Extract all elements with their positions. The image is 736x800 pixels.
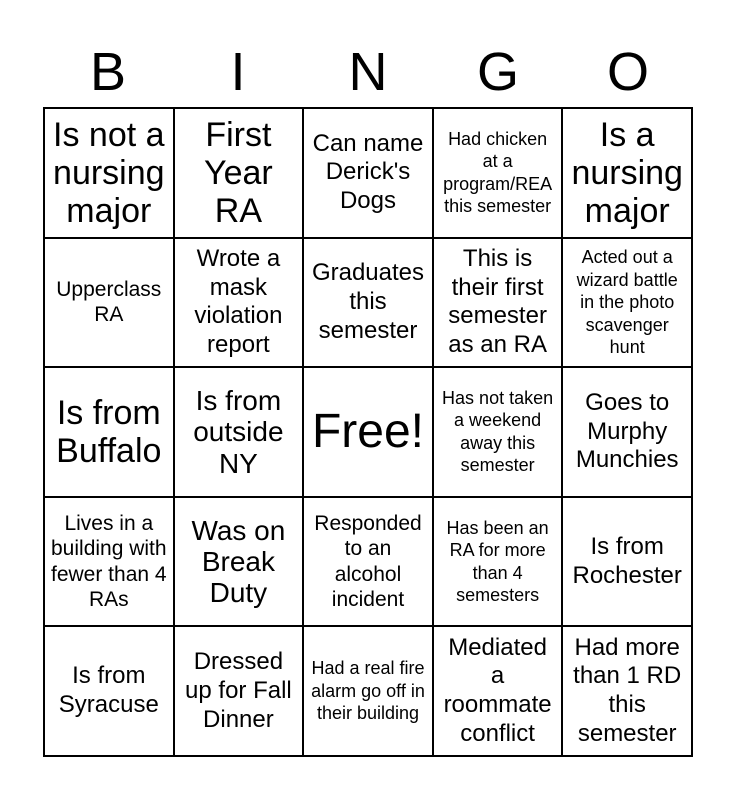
bingo-cell[interactable]	[433, 497, 563, 627]
cell-text: Is not a nursing major	[53, 115, 165, 230]
cell-text: Has not taken a weekend away this semester	[442, 387, 554, 476]
cell-text: Goes to Murphy Munchies	[575, 388, 679, 474]
cell-text: Wrote a mask violation report	[194, 244, 283, 359]
bingo-cell[interactable]	[174, 367, 304, 497]
bingo-cell[interactable]	[174, 108, 304, 238]
cell-text: Upperclass RA	[56, 278, 162, 327]
cell-text: Was on Break Duty	[191, 514, 286, 609]
cell-text: Responded to an alcohol incident	[314, 512, 422, 611]
header-letter-b: B	[89, 42, 127, 102]
bingo-cell[interactable]	[303, 497, 433, 627]
header-letter-i: I	[230, 42, 246, 102]
free-space-cell[interactable]	[303, 367, 433, 497]
cell-text: Had more than 1 RD this semester	[573, 633, 682, 747]
cell-text: Can name Derick's Dogs	[312, 129, 424, 215]
bingo-cell[interactable]	[174, 238, 304, 368]
cell-text: Is from Buffalo	[56, 393, 162, 470]
bingo-cell[interactable]	[562, 108, 692, 238]
cell-text: This is their first semester as an RA	[448, 244, 547, 359]
bingo-cell[interactable]	[44, 367, 174, 497]
cell-text: Mediated a roommate conflict	[443, 633, 552, 747]
bingo-card	[43, 107, 693, 757]
bingo-cell[interactable]	[303, 626, 433, 756]
cell-text: Acted out a wizard battle in the photo scavenger hunt	[576, 247, 678, 358]
cell-text: Had chicken at a program/REA this semester	[443, 128, 553, 217]
cell-text: Has been an RA for more than 4 semesters	[446, 517, 549, 606]
bingo-cell[interactable]	[44, 497, 174, 627]
bingo-cell[interactable]	[433, 108, 563, 238]
header-letter-o: O	[606, 42, 649, 102]
bingo-cell[interactable]	[562, 238, 692, 368]
bingo-cell[interactable]	[44, 238, 174, 368]
bingo-cell[interactable]	[174, 626, 304, 756]
bingo-cell[interactable]	[174, 497, 304, 627]
bingo-cell[interactable]	[562, 497, 692, 627]
bingo-cell[interactable]	[303, 238, 433, 368]
cell-text: First Year RA	[204, 115, 273, 230]
bingo-cell[interactable]	[44, 626, 174, 756]
cell-text: Free!	[311, 405, 424, 459]
bingo-cell[interactable]	[433, 626, 563, 756]
cell-text: Is from Rochester	[572, 532, 682, 589]
cell-text: Is a nursing major	[571, 115, 683, 230]
cell-text: Had a real fire alarm go off in their building	[311, 658, 425, 724]
bingo-cell[interactable]	[44, 108, 174, 238]
bingo-header	[43, 40, 693, 104]
bingo-cell[interactable]	[433, 367, 563, 497]
cell-text: Lives in a building with fewer than 4 RAs	[51, 512, 167, 611]
bingo-cell[interactable]	[562, 367, 692, 497]
bingo-cell[interactable]	[433, 238, 563, 368]
cell-text: Dressed up for Fall Dinner	[185, 648, 292, 733]
bingo-cell[interactable]	[562, 626, 692, 756]
cell-text: Is from Syracuse	[58, 662, 159, 719]
header-letter-n: N	[348, 42, 388, 102]
cell-text: Is from outside NY	[193, 384, 284, 479]
header-letter-g: G	[476, 42, 519, 102]
cell-text: Graduates this semester	[311, 259, 425, 344]
bingo-cell[interactable]	[303, 108, 433, 238]
